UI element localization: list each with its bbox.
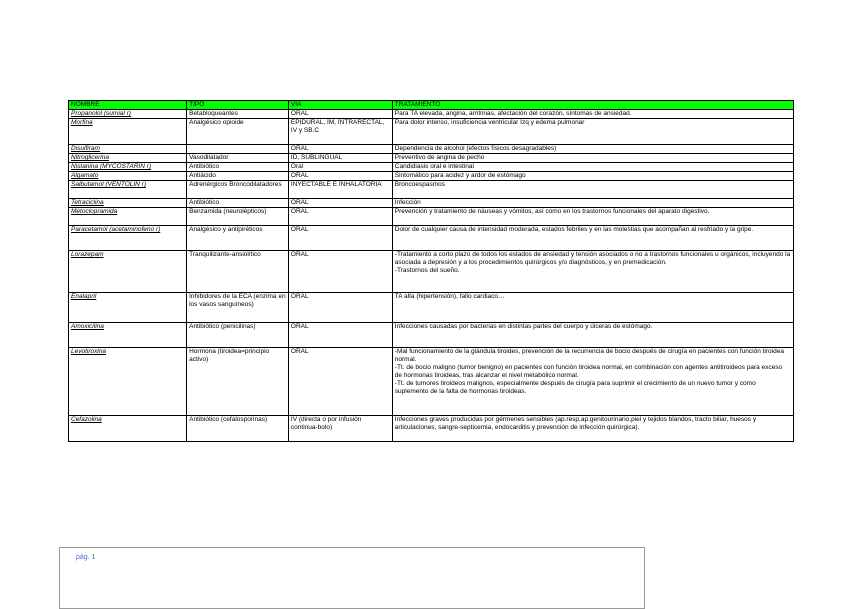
drug-type: Hormona (tiroidea=principio activo) (187, 348, 289, 416)
treatment-line: -Trastornos del sueño. (394, 267, 460, 274)
table-row (69, 154, 794, 163)
drug-treatment: Dependencia de alcohol (efectos físicos desagradables) (392, 145, 793, 154)
treatment-line: -Tratamiento a corto plazo de todos los estados de ansiedad y tensión asociados o no a trastornos funcionales u orgánicos, incluyendo la asociada a depresión y a los procedimientos quirúrgicos y/o diagnósticos, y en premedicación. (394, 251, 791, 266)
drug-type: Antibiótico (cefalosporinas) (187, 416, 289, 442)
drug-treatment (392, 251, 793, 293)
table-row (69, 110, 794, 119)
table-row (69, 208, 794, 226)
table-row (69, 293, 794, 323)
drug-type: Antibiótico (187, 199, 289, 208)
drug-type: Analgésico y antipiréticos (187, 226, 289, 251)
header-nombre: NOMBRE (69, 101, 187, 110)
header-tipo: TIPO (187, 101, 289, 110)
drug-name: Nitroglicerina (71, 154, 109, 161)
drug-treatment (392, 348, 793, 416)
treatment-line: -Tt. de bocio maligno (tumor benigno) en pacientes con función tiroidea normal, en combinación con agentes antitiroideos para exceso de hormonas tiroideas, tras alcanzar el nivel metabólico normal. (394, 364, 783, 379)
table-row (69, 119, 794, 145)
drug-type: Antibiótico (187, 163, 289, 172)
drug-name: Paracetamol (acetaminofeno r) (71, 226, 161, 233)
drug-route: EPIDURAL, IM, INTRARECTAL, IV y SB.C (288, 119, 392, 145)
drug-route: ORAL (288, 172, 392, 181)
drug-treatment: Infección (392, 199, 793, 208)
drug-treatment: Prevención y tratamiento de náuseas y vómitos, así como en los trastornos funcionales del aparato digestivo. (392, 208, 793, 226)
drug-treatment: Candidiasis oral e intestinal (392, 163, 793, 172)
table-row (69, 163, 794, 172)
table-row (69, 416, 794, 442)
drug-name: Tetraciclina (71, 199, 104, 206)
drug-name: Nistanina (MYCOSTARIN r) (71, 163, 152, 170)
drug-route: Oral (288, 163, 392, 172)
drug-type: Antiácido (187, 172, 289, 181)
drug-route: ORAL (288, 348, 392, 416)
drug-treatment: Infecciones graves producidas por gérmenes sensibles (ap.resp,ap.genitourinario,piel y tejidos blandos, tracto biliar, huesos y articulaciones, sangre-septicemia, endocarditis y prevención de infección quirúrgica). (392, 416, 793, 442)
table-row (69, 172, 794, 181)
table-row (69, 348, 794, 416)
drug-name: Morfina (71, 119, 93, 126)
drug-name: Algamato (71, 172, 99, 179)
drug-name: Cefazolina (71, 416, 102, 423)
drug-name: Lorazepam (71, 251, 104, 258)
drug-treatment: Dolor de cualquier causa de intensidad moderada, estados febriles y en las molestias que acompañan al resfriado y la gripe. (392, 226, 793, 251)
drug-route: ORAL (288, 323, 392, 348)
drug-name: Salbutamol (VENTOLIN r) (71, 181, 147, 188)
drug-name: Enalapril (71, 293, 97, 300)
drug-treatment: Para TA elevada, angina, arritmias, afectación del corazón, síntomas de ansiedad. (392, 110, 793, 119)
drug-route: INYECTABLE E INHALATORIA (288, 181, 392, 199)
table-row (69, 145, 794, 154)
header-via: VIA (288, 101, 392, 110)
drug-treatment: Broncoespasmos (392, 181, 793, 199)
table-row (69, 181, 794, 199)
page-number: pág. 1 (76, 554, 96, 561)
table-row (69, 199, 794, 208)
drug-route: ORAL (288, 145, 392, 154)
drug-treatment: Preventivo de angina de pecho (392, 154, 793, 163)
drug-treatment: TA alta (hipertensión), fallo cardiaco… (392, 293, 793, 323)
drug-name: Levotiroxina (71, 348, 107, 355)
treatment-line: -Tt. de tumores tiroideos malignos, especialmente después de cirugía para suprimir el crecimiento de un nuevo tumor y como suplemento de la falta de hormonas tiroideas. (394, 380, 756, 395)
drug-type: Vasodilatador (187, 154, 289, 163)
table-row (69, 323, 794, 348)
table-row (69, 226, 794, 251)
drug-treatment: Para dolor intenso, insuficiencia ventricular Izq y edema pulmonar (392, 119, 793, 145)
drug-route: ORAL (288, 226, 392, 251)
drug-name: Propanolol (sumial r) (71, 110, 131, 117)
drug-type: Adrenérgicos Broncodilatadores (187, 181, 289, 199)
drug-name: Metoclopramida (71, 208, 118, 215)
table-row (69, 251, 794, 293)
drug-name: Disulfiram (71, 145, 100, 152)
drug-type: Inhibidores de la ECA (enzima en los vasos sanguíneos) (187, 293, 289, 323)
drug-type (187, 145, 289, 154)
drug-route: ID, SUBLINGUAL (288, 154, 392, 163)
drug-type: Antibiótico (penicilinas) (187, 323, 289, 348)
drug-type: Benzamida (neurolépticos) (187, 208, 289, 226)
drug-route: ORAL (288, 199, 392, 208)
drug-route: ORAL (288, 293, 392, 323)
header-tratamiento: TRATAMIENTO (392, 101, 793, 110)
drug-treatment: Infecciones causadas por bacterias en distintas partes del cuerpo y úlceras de estómago. (392, 323, 793, 348)
drug-route: ORAL (288, 251, 392, 293)
drug-route: ORAL (288, 110, 392, 119)
drug-type: Analgésico opioide (187, 119, 289, 145)
drug-type: Betabloqueantes (187, 110, 289, 119)
table-body (69, 110, 794, 442)
drug-type: Tranquilizante-ansiolítico (187, 251, 289, 293)
drug-name: Amoxicilina (71, 323, 104, 330)
drug-treatment: Sintomático para acidez y ardor de estómago (392, 172, 793, 181)
drug-route: IV (directa o por infusión continua-bolo) (288, 416, 392, 442)
drug-table (68, 100, 794, 442)
table-header-row (69, 101, 794, 110)
drug-route: ORAL (288, 208, 392, 226)
treatment-line: -Mal funcionamiento de la glándula tiroides, prevención de la recurrencia de bocio después de cirugía en pacientes con función tiroidea normal. (394, 348, 784, 363)
